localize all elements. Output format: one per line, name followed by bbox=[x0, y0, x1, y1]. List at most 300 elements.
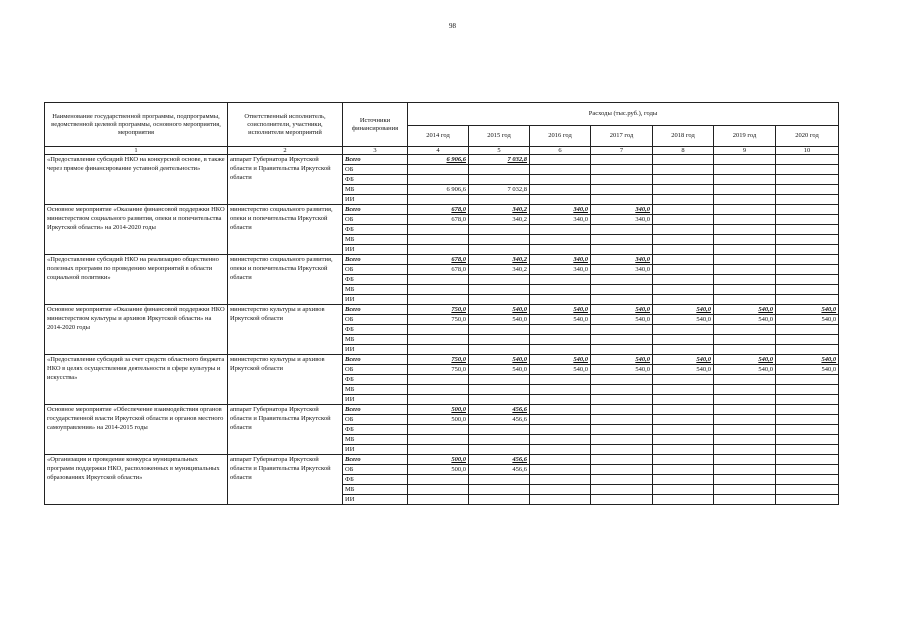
amount-cell bbox=[469, 165, 530, 175]
amount-cell bbox=[714, 325, 776, 335]
amount-cell bbox=[714, 465, 776, 475]
amount-cell: 540,0 bbox=[530, 315, 591, 325]
amount-cell: 340,2 bbox=[469, 255, 530, 265]
amount-cell bbox=[714, 255, 776, 265]
amount-cell: 540,0 bbox=[591, 305, 653, 315]
amount-cell bbox=[714, 295, 776, 305]
amount-cell: 540,0 bbox=[530, 355, 591, 365]
source-label: МБ bbox=[343, 285, 408, 295]
amount-cell: 456,6 bbox=[469, 465, 530, 475]
amount-cell bbox=[653, 205, 714, 215]
amount-cell bbox=[408, 175, 469, 185]
amount-cell bbox=[408, 345, 469, 355]
amount-cell: 540,0 bbox=[653, 315, 714, 325]
amount-cell bbox=[714, 375, 776, 385]
activity-name: Основное мероприятие «Обеспечение взаимодействия органов государственной власти Иркутской области и органов местного самоуправления» на 2014-2015 годы bbox=[45, 405, 228, 455]
column-index-row bbox=[45, 147, 839, 155]
activity-name: Основное мероприятие «Оказание финансовой поддержки НКО министерством культуры и архивов Иркутской области» на 2014-2020 годы bbox=[45, 305, 228, 355]
amount-cell: 456,6 bbox=[469, 405, 530, 415]
amount-cell bbox=[591, 285, 653, 295]
amount-cell bbox=[714, 275, 776, 285]
header-source-column: Источники финансирования bbox=[343, 103, 408, 147]
amount-cell bbox=[530, 435, 591, 445]
amount-cell bbox=[776, 395, 839, 405]
column-index: 5 bbox=[469, 147, 530, 155]
amount-cell bbox=[530, 485, 591, 495]
amount-cell: 540,0 bbox=[653, 355, 714, 365]
amount-cell bbox=[776, 445, 839, 455]
source-label: ОБ bbox=[343, 465, 408, 475]
amount-cell: 456,6 bbox=[469, 415, 530, 425]
amount-cell bbox=[530, 325, 591, 335]
amount-cell bbox=[714, 395, 776, 405]
source-label: ФБ bbox=[343, 225, 408, 235]
amount-cell bbox=[714, 225, 776, 235]
amount-cell: 540,0 bbox=[591, 365, 653, 375]
amount-cell bbox=[408, 425, 469, 435]
source-label: МБ bbox=[343, 485, 408, 495]
activity-executor: аппарат Губернатора Иркутской области и Правительства Иркутской области bbox=[228, 455, 343, 505]
header-year: 2019 год bbox=[714, 126, 776, 147]
amount-cell bbox=[653, 295, 714, 305]
amount-cell bbox=[591, 475, 653, 485]
source-label: Всего bbox=[343, 205, 408, 215]
source-label: ОБ bbox=[343, 315, 408, 325]
amount-cell bbox=[776, 155, 839, 165]
column-index: 3 bbox=[343, 147, 408, 155]
source-label: МБ bbox=[343, 185, 408, 195]
source-label: ФБ bbox=[343, 275, 408, 285]
amount-cell bbox=[408, 225, 469, 235]
amount-cell bbox=[530, 155, 591, 165]
amount-cell bbox=[776, 455, 839, 465]
amount-cell: 540,0 bbox=[530, 365, 591, 375]
amount-cell bbox=[714, 165, 776, 175]
amount-cell bbox=[591, 165, 653, 175]
amount-cell bbox=[776, 245, 839, 255]
amount-cell bbox=[653, 185, 714, 195]
table-row bbox=[45, 355, 839, 365]
amount-cell bbox=[469, 335, 530, 345]
activity-name: «Предоставление субсидий НКО на конкурсной основе, в также через прямое финансирование уставной деятельности» bbox=[45, 155, 228, 205]
amount-cell bbox=[408, 485, 469, 495]
amount-cell bbox=[469, 345, 530, 355]
amount-cell bbox=[530, 275, 591, 285]
amount-cell bbox=[469, 295, 530, 305]
activity-block bbox=[45, 455, 839, 505]
amount-cell: 540,0 bbox=[776, 355, 839, 365]
source-label: ОБ bbox=[343, 265, 408, 275]
amount-cell bbox=[653, 415, 714, 425]
amount-cell bbox=[653, 175, 714, 185]
source-label: Всего bbox=[343, 305, 408, 315]
amount-cell bbox=[714, 385, 776, 395]
amount-cell bbox=[591, 455, 653, 465]
amount-cell bbox=[776, 475, 839, 485]
amount-cell bbox=[653, 435, 714, 445]
amount-cell bbox=[530, 165, 591, 175]
amount-cell bbox=[776, 345, 839, 355]
amount-cell: 540,0 bbox=[714, 365, 776, 375]
amount-cell bbox=[653, 445, 714, 455]
amount-cell: 6 906,6 bbox=[408, 185, 469, 195]
amount-cell bbox=[530, 345, 591, 355]
amount-cell: 340,0 bbox=[530, 265, 591, 275]
amount-cell bbox=[653, 455, 714, 465]
amount-cell: 540,0 bbox=[653, 305, 714, 315]
source-label: ОБ bbox=[343, 415, 408, 425]
source-label: ИИ bbox=[343, 295, 408, 305]
activity-executor: министерство социального развития, опеки и попечительства Иркутской области bbox=[228, 205, 343, 255]
amount-cell bbox=[408, 385, 469, 395]
amount-cell bbox=[591, 295, 653, 305]
amount-cell bbox=[714, 235, 776, 245]
amount-cell bbox=[591, 325, 653, 335]
amount-cell bbox=[653, 495, 714, 505]
amount-cell bbox=[653, 245, 714, 255]
amount-cell: 340,0 bbox=[530, 215, 591, 225]
amount-cell bbox=[653, 425, 714, 435]
amount-cell bbox=[530, 475, 591, 485]
amount-cell bbox=[530, 385, 591, 395]
amount-cell bbox=[714, 245, 776, 255]
amount-cell bbox=[469, 425, 530, 435]
amount-cell bbox=[714, 265, 776, 275]
table-row bbox=[45, 155, 839, 165]
amount-cell: 540,0 bbox=[776, 305, 839, 315]
source-label: МБ bbox=[343, 435, 408, 445]
table-row bbox=[45, 305, 839, 315]
amount-cell bbox=[776, 335, 839, 345]
column-index: 1 bbox=[45, 147, 228, 155]
amount-cell bbox=[653, 195, 714, 205]
amount-cell bbox=[653, 215, 714, 225]
activity-executor: министерство культуры и архивов Иркутской области bbox=[228, 355, 343, 405]
amount-cell bbox=[530, 235, 591, 245]
amount-cell bbox=[408, 395, 469, 405]
amount-cell bbox=[776, 255, 839, 265]
amount-cell bbox=[776, 425, 839, 435]
activity-block bbox=[45, 355, 839, 405]
amount-cell bbox=[653, 325, 714, 335]
amount-cell bbox=[591, 275, 653, 285]
amount-cell bbox=[530, 465, 591, 475]
amount-cell bbox=[469, 445, 530, 455]
header-name-column: Наименование государственной программы, подпрограммы, ведомственной целевой программы, основного мероприятия, мероприятия bbox=[45, 103, 228, 147]
header-year: 2020 год bbox=[776, 126, 839, 147]
amount-cell bbox=[530, 185, 591, 195]
source-label: ОБ bbox=[343, 365, 408, 375]
amount-cell bbox=[714, 175, 776, 185]
amount-cell bbox=[653, 225, 714, 235]
amount-cell bbox=[530, 395, 591, 405]
amount-cell: 340,2 bbox=[469, 265, 530, 275]
amount-cell bbox=[469, 385, 530, 395]
amount-cell: 340,0 bbox=[591, 205, 653, 215]
amount-cell bbox=[530, 375, 591, 385]
column-index: 8 bbox=[653, 147, 714, 155]
amount-cell bbox=[776, 285, 839, 295]
amount-cell: 340,0 bbox=[530, 255, 591, 265]
amount-cell bbox=[776, 175, 839, 185]
amount-cell: 340,2 bbox=[469, 215, 530, 225]
column-index: 7 bbox=[591, 147, 653, 155]
amount-cell bbox=[776, 295, 839, 305]
amount-cell bbox=[591, 425, 653, 435]
amount-cell bbox=[714, 195, 776, 205]
amount-cell bbox=[653, 375, 714, 385]
amount-cell bbox=[408, 335, 469, 345]
amount-cell bbox=[591, 155, 653, 165]
activity-name: «Организация и проведение конкурса муниципальных программ поддержки НКО, расположенных в муниципальных образованиях Иркутской области» bbox=[45, 455, 228, 505]
amount-cell bbox=[469, 275, 530, 285]
amount-cell bbox=[653, 275, 714, 285]
amount-cell bbox=[653, 335, 714, 345]
amount-cell bbox=[591, 375, 653, 385]
activity-executor: аппарат Губернатора Иркутской области и Правительства Иркутской области bbox=[228, 155, 343, 205]
amount-cell: 340,0 bbox=[591, 255, 653, 265]
source-label: ФБ bbox=[343, 475, 408, 485]
amount-cell bbox=[469, 435, 530, 445]
amount-cell bbox=[591, 245, 653, 255]
activity-block bbox=[45, 205, 839, 255]
amount-cell bbox=[714, 415, 776, 425]
amount-cell bbox=[776, 265, 839, 275]
amount-cell bbox=[591, 445, 653, 455]
amount-cell: 540,0 bbox=[469, 315, 530, 325]
source-label: ИИ bbox=[343, 195, 408, 205]
amount-cell bbox=[776, 205, 839, 215]
amount-cell: 750,0 bbox=[408, 305, 469, 315]
amount-cell bbox=[408, 475, 469, 485]
header-year: 2017 год bbox=[591, 126, 653, 147]
amount-cell bbox=[591, 395, 653, 405]
amount-cell bbox=[530, 425, 591, 435]
amount-cell bbox=[469, 485, 530, 495]
source-label: ФБ bbox=[343, 425, 408, 435]
source-label: ИИ bbox=[343, 495, 408, 505]
amount-cell bbox=[776, 435, 839, 445]
amount-cell bbox=[408, 275, 469, 285]
header-year: 2014 год bbox=[408, 126, 469, 147]
activity-executor: аппарат Губернатора Иркутской области и Правительства Иркутской области bbox=[228, 405, 343, 455]
column-index: 2 bbox=[228, 147, 343, 155]
amount-cell bbox=[776, 215, 839, 225]
amount-cell bbox=[591, 185, 653, 195]
amount-cell bbox=[591, 435, 653, 445]
amount-cell: 540,0 bbox=[776, 365, 839, 375]
amount-cell: 540,0 bbox=[591, 355, 653, 365]
amount-cell bbox=[776, 325, 839, 335]
amount-cell bbox=[530, 195, 591, 205]
amount-cell bbox=[776, 225, 839, 235]
amount-cell bbox=[408, 235, 469, 245]
amount-cell: 678,0 bbox=[408, 215, 469, 225]
amount-cell bbox=[653, 165, 714, 175]
amount-cell bbox=[469, 245, 530, 255]
amount-cell: 678,0 bbox=[408, 255, 469, 265]
activity-block bbox=[45, 405, 839, 455]
amount-cell bbox=[776, 405, 839, 415]
amount-cell bbox=[591, 175, 653, 185]
amount-cell bbox=[530, 295, 591, 305]
amount-cell bbox=[653, 385, 714, 395]
amount-cell: 7 032,8 bbox=[469, 185, 530, 195]
amount-cell bbox=[591, 225, 653, 235]
amount-cell: 500,0 bbox=[408, 465, 469, 475]
source-label: МБ bbox=[343, 235, 408, 245]
column-index: 6 bbox=[530, 147, 591, 155]
amount-cell bbox=[714, 285, 776, 295]
amount-cell bbox=[469, 375, 530, 385]
amount-cell bbox=[714, 485, 776, 495]
amount-cell bbox=[653, 465, 714, 475]
amount-cell bbox=[714, 495, 776, 505]
source-label: Всего bbox=[343, 255, 408, 265]
source-label: Всего bbox=[343, 155, 408, 165]
amount-cell bbox=[591, 465, 653, 475]
amount-cell bbox=[591, 495, 653, 505]
amount-cell: 750,0 bbox=[408, 365, 469, 375]
amount-cell: 540,0 bbox=[469, 355, 530, 365]
amount-cell bbox=[530, 495, 591, 505]
amount-cell bbox=[408, 295, 469, 305]
source-label: ФБ bbox=[343, 375, 408, 385]
header-year: 2015 год bbox=[469, 126, 530, 147]
source-label: МБ bbox=[343, 335, 408, 345]
amount-cell bbox=[653, 285, 714, 295]
amount-cell: 500,0 bbox=[408, 405, 469, 415]
amount-cell bbox=[714, 155, 776, 165]
amount-cell bbox=[408, 445, 469, 455]
budget-table bbox=[44, 102, 839, 505]
amount-cell bbox=[653, 395, 714, 405]
source-label: ИИ bbox=[343, 345, 408, 355]
source-label: ФБ bbox=[343, 325, 408, 335]
amount-cell bbox=[469, 235, 530, 245]
amount-cell: 340,0 bbox=[591, 215, 653, 225]
source-label: ОБ bbox=[343, 215, 408, 225]
column-index: 9 bbox=[714, 147, 776, 155]
amount-cell bbox=[469, 195, 530, 205]
amount-cell bbox=[776, 485, 839, 495]
amount-cell bbox=[530, 285, 591, 295]
amount-cell bbox=[469, 285, 530, 295]
amount-cell bbox=[408, 165, 469, 175]
amount-cell: 540,0 bbox=[591, 315, 653, 325]
header-executor-column: Ответственный исполнитель, соисполнители, участники, исполнители мероприятий bbox=[228, 103, 343, 147]
amount-cell bbox=[653, 255, 714, 265]
amount-cell: 750,0 bbox=[408, 315, 469, 325]
activity-name: «Предоставление субсидий НКО на реализацию общественно полезных программ по проведению мероприятий в области социальной политики» bbox=[45, 255, 228, 305]
amount-cell bbox=[714, 435, 776, 445]
amount-cell bbox=[776, 275, 839, 285]
table-row bbox=[45, 205, 839, 215]
amount-cell bbox=[408, 285, 469, 295]
amount-cell bbox=[714, 425, 776, 435]
amount-cell bbox=[776, 415, 839, 425]
amount-cell bbox=[714, 335, 776, 345]
amount-cell bbox=[469, 475, 530, 485]
amount-cell bbox=[776, 165, 839, 175]
amount-cell: 540,0 bbox=[469, 305, 530, 315]
amount-cell bbox=[530, 225, 591, 235]
amount-cell bbox=[469, 495, 530, 505]
amount-cell: 540,0 bbox=[714, 305, 776, 315]
amount-cell bbox=[776, 185, 839, 195]
column-index: 10 bbox=[776, 147, 839, 155]
source-label: Всего bbox=[343, 455, 408, 465]
amount-cell bbox=[530, 445, 591, 455]
amount-cell: 500,0 bbox=[408, 415, 469, 425]
amount-cell: 540,0 bbox=[469, 365, 530, 375]
amount-cell bbox=[714, 345, 776, 355]
amount-cell bbox=[408, 195, 469, 205]
amount-cell: 678,0 bbox=[408, 265, 469, 275]
amount-cell: 500,0 bbox=[408, 455, 469, 465]
amount-cell bbox=[591, 335, 653, 345]
amount-cell: 678,0 bbox=[408, 205, 469, 215]
amount-cell bbox=[653, 405, 714, 415]
amount-cell: 750,0 bbox=[408, 355, 469, 365]
amount-cell bbox=[408, 495, 469, 505]
amount-cell: 540,0 bbox=[530, 305, 591, 315]
amount-cell bbox=[469, 225, 530, 235]
amount-cell bbox=[714, 215, 776, 225]
amount-cell bbox=[530, 245, 591, 255]
amount-cell: 540,0 bbox=[714, 315, 776, 325]
source-label: Всего bbox=[343, 355, 408, 365]
amount-cell bbox=[714, 405, 776, 415]
page-number: 98 bbox=[449, 22, 456, 30]
amount-cell: 540,0 bbox=[776, 315, 839, 325]
source-label: Всего bbox=[343, 405, 408, 415]
amount-cell bbox=[591, 485, 653, 495]
source-label: ИИ bbox=[343, 245, 408, 255]
header-year: 2018 год bbox=[653, 126, 714, 147]
source-label: ИИ bbox=[343, 395, 408, 405]
amount-cell bbox=[591, 405, 653, 415]
amount-cell bbox=[530, 175, 591, 185]
amount-cell: 7 032,8 bbox=[469, 155, 530, 165]
amount-cell bbox=[591, 345, 653, 355]
amount-cell bbox=[591, 385, 653, 395]
amount-cell: 340,0 bbox=[591, 265, 653, 275]
amount-cell bbox=[776, 195, 839, 205]
amount-cell bbox=[653, 155, 714, 165]
amount-cell bbox=[653, 485, 714, 495]
table-row bbox=[45, 455, 839, 465]
header-year: 2016 год bbox=[530, 126, 591, 147]
amount-cell bbox=[776, 235, 839, 245]
amount-cell bbox=[591, 415, 653, 425]
amount-cell bbox=[714, 205, 776, 215]
amount-cell bbox=[714, 455, 776, 465]
activity-block bbox=[45, 255, 839, 305]
amount-cell bbox=[653, 235, 714, 245]
amount-cell: 340,2 bbox=[469, 205, 530, 215]
amount-cell bbox=[714, 445, 776, 455]
amount-cell bbox=[776, 375, 839, 385]
amount-cell bbox=[530, 405, 591, 415]
amount-cell bbox=[408, 245, 469, 255]
amount-cell bbox=[530, 415, 591, 425]
amount-cell bbox=[408, 375, 469, 385]
table-row bbox=[45, 255, 839, 265]
amount-cell bbox=[469, 395, 530, 405]
amount-cell bbox=[469, 175, 530, 185]
amount-cell bbox=[530, 455, 591, 465]
